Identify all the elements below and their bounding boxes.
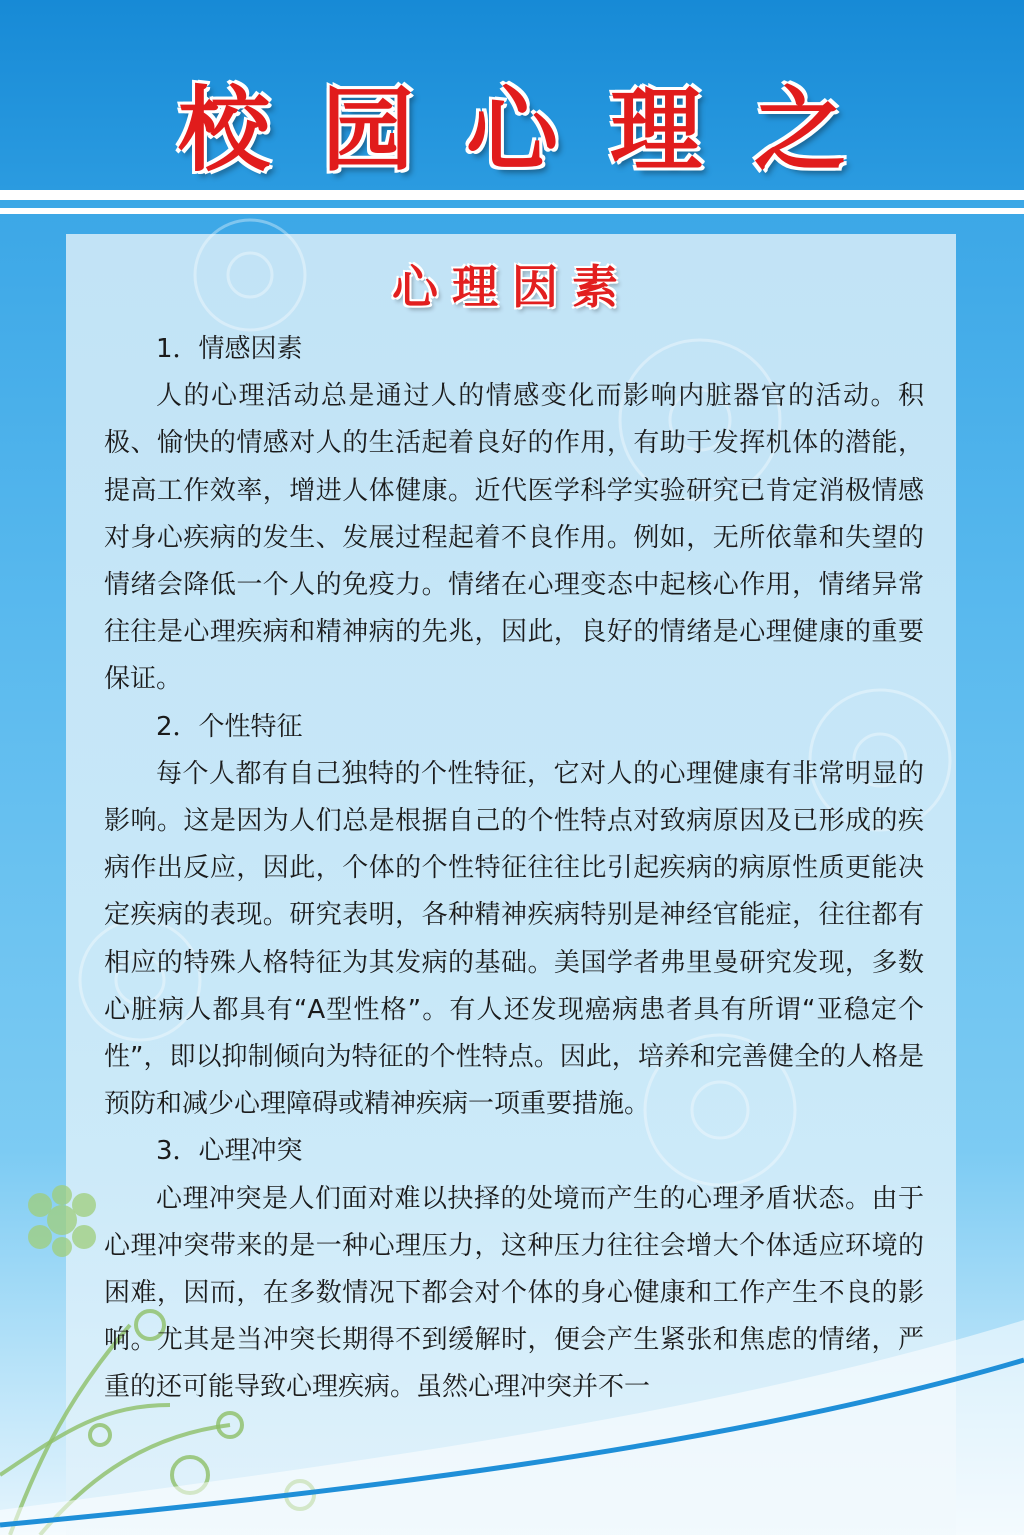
header-stripe-thin <box>0 208 1024 214</box>
section-title: 心理因素 <box>392 260 632 314</box>
section-paragraph: 每个人都有自己独特的个性特征，它对人的心理健康有非常明显的影响。这是因为人们总是根据自己的个性特点对致病原因及已形成的疾病作出反应，因此，个体的个性特征往往比引起疾病的病原性质更能决定疾病的表现。研究表明，各种精神疾病特别是神经官能症，往往都有相应的特殊人格特征为其发病的基础。美国学者弗里曼研究发现，多数心脏病人都具有“A型性格”。有人还发现癌病患者具有所谓“亚稳定个性”，即以抑制倾向为特征的个性特点。因此，培养和完善健全的人格是预防和减少心理障碍或精神疾病一项重要措施。 <box>104 758 924 1120</box>
page-title: 校园心理之 <box>177 76 898 184</box>
section-paragraph: 心理冲突是人们面对难以抉择的处境而产生的心理矛盾状态。由于心理冲突带来的是一种心理压力，这种压力往往会增大个体适应环境的困难，因而，在多数情况下都会对个体的身心健康和工作产生不良的影响。尤其是当冲突长期得不到缓解时，便会产生紧张和焦虑的情绪，严重的还可能导致心理疾病。虽然心理冲突并不一 <box>104 1183 924 1403</box>
section-heading: 1．情感因素 <box>156 334 303 364</box>
section-paragraph: 人的心理活动总是通过人的情感变化而影响内脏器官的活动。积极、愉快的情感对人的生活起着良好的作用，有助于发挥机体的潜能，提高工作效率，增进人体健康。近代医学科学实验研究已肯定消极情感对身心疾病的发生、发展过程起着不良作用。例如，无所依靠和失望的情绪会降低一个人的免疫力。情绪在心理变态中起核心作用，情绪异常往往是心理疾病和精神病的先兆，因此，良好的情绪是心理健康的重要保证。 <box>104 381 924 695</box>
section-heading: 3．心理冲突 <box>156 1136 303 1167</box>
article-body <box>104 326 924 1412</box>
section-heading: 2．个性特征 <box>156 711 303 742</box>
header-stripe <box>0 190 1024 200</box>
